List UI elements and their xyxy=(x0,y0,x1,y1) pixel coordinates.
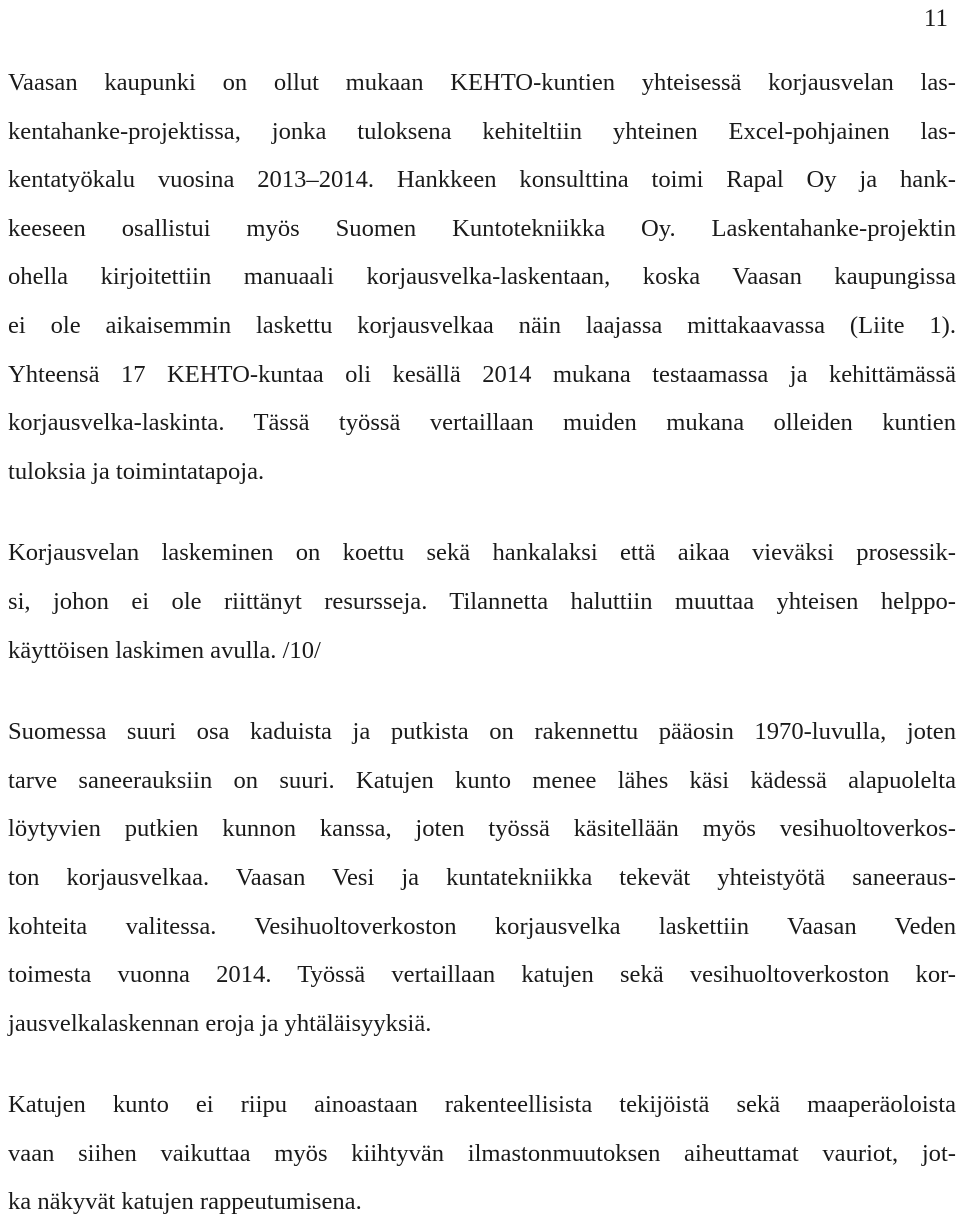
text-line: löytyvien putkien kunnon kanssa, joten työssä käsitellään myös vesihuoltoverkos- xyxy=(8,815,956,843)
text-line: ton korjausvelkaa. Vaasan Vesi ja kuntatekniikka tekevät yhteistyötä saneeraus- xyxy=(8,863,956,891)
text-line: Katujen kunto ei riipu ainoastaan rakenteellisista tekijöistä sekä maaperäoloista xyxy=(8,1091,956,1119)
text-line: Yhteensä 17 KEHTO-kuntaa oli kesällä 2014 mukana testaamassa ja kehittämässä xyxy=(8,360,956,388)
paragraph-streets-and-pipes xyxy=(8,708,956,1048)
text-line: ei ole aikaisemmin laskettu korjausvelkaa näin laajassa mittakaavassa (Liite 1). xyxy=(8,311,956,339)
text-line: tarve saneerauksiin on suuri. Katujen kunto menee lähes käsi kädessä alapuolelta xyxy=(8,766,956,794)
paragraph-kehto-project xyxy=(8,59,956,496)
body-text xyxy=(8,59,956,1227)
text-line: kentatyökalu vuosina 2013–2014. Hankkeen konsulttina toimi Rapal Oy ja hank- xyxy=(8,166,956,194)
text-line: tuloksia ja toimintatapoja. xyxy=(8,457,265,485)
paragraph-spacer xyxy=(8,1048,956,1081)
text-line: si, johon ei ole riittänyt resursseja. Tilannetta haluttiin muuttaa yhteisen helppo- xyxy=(8,587,956,615)
text-line: ka näkyvät katujen rappeutumisena. xyxy=(8,1188,362,1216)
paragraph-spacer xyxy=(8,675,956,708)
paragraph-calculation-difficulty xyxy=(8,529,956,675)
text-line: Vaasan kaupunki on ollut mukaan KEHTO-kuntien yhteisessä korjausvelan las- xyxy=(8,69,956,96)
text-line: vaan siihen vaikuttaa myös kiihtyvän ilmastonmuutoksen aiheuttamat vauriot, jot- xyxy=(8,1139,956,1167)
text-line: Suomessa suuri osa kaduista ja putkista on rakennettu pääosin 1970-luvulla, joten xyxy=(8,718,956,746)
paragraph-spacer xyxy=(8,496,956,529)
text-line: kohteita valitessa. Vesihuoltoverkoston korjausvelka laskettiin Vaasan Veden xyxy=(8,912,956,940)
text-line: toimesta vuonna 2014. Työssä vertaillaan katujen sekä vesihuoltoverkoston kor- xyxy=(8,961,956,989)
text-line: käyttöisen laskimen avulla. /10/ xyxy=(8,636,321,664)
text-line: jausvelkalaskennan eroja ja yhtäläisyyksiä. xyxy=(8,1009,432,1037)
text-line: ohella kirjoitettiin manuaali korjausvelka-laskentaan, koska Vaasan kaupungissa xyxy=(8,263,956,291)
text-line: keeseen osallistui myös Suomen Kuntotekniikka Oy. Laskentahanke-projektin xyxy=(8,214,956,242)
text-line: korjausvelka-laskinta. Tässä työssä vertaillaan muiden mukana olleiden kuntien xyxy=(8,409,956,437)
text-line: kentahanke-projektissa, jonka tuloksena kehiteltiin yhteinen Excel-pohjainen las- xyxy=(8,117,956,145)
page-number: 11 xyxy=(923,5,948,32)
paragraph-street-condition xyxy=(8,1081,956,1227)
text-line: Korjausvelan laskeminen on koettu sekä hankalaksi että aikaa vieväksi prosessik- xyxy=(8,539,956,567)
